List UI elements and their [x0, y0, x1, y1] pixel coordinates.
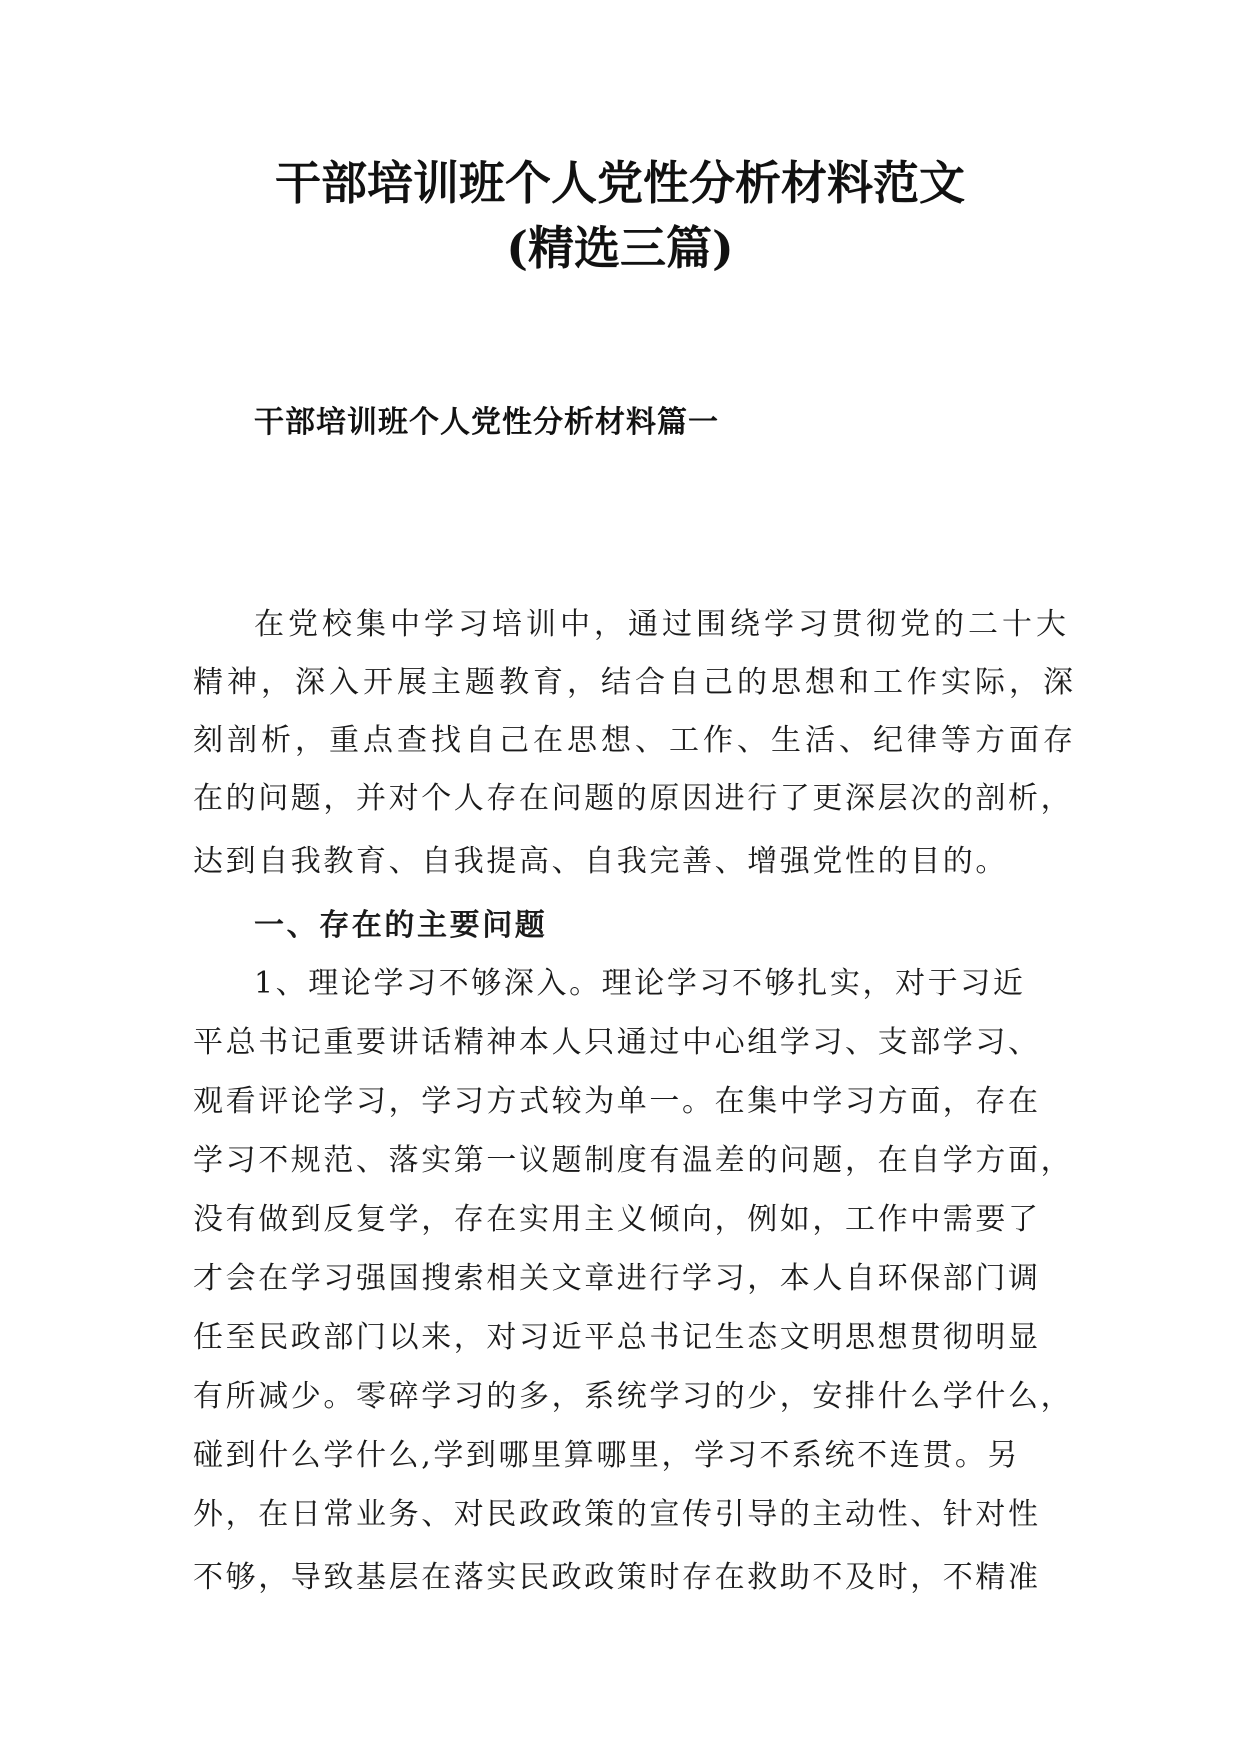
paragraph-line: 平总书记重要讲话精神本人只通过中心组学习、支部学习、: [193, 1025, 1041, 1060]
paragraph-line: 在党校集中学习培训中，通过围绕学习贯彻党的二十大: [254, 607, 1070, 642]
document-title: 干部培训班个人党性分析材料范文: [275, 156, 965, 210]
paragraph-line: 观看评论学习，学习方式较为单一。在集中学习方面，存在: [193, 1084, 1041, 1119]
paragraph-line: 精神，深入开展主题教育，结合自己的思想和工作实际，深: [193, 665, 1077, 700]
paragraph-line: 在的问题，并对个人存在问题的原因进行了更深层次的剖析，: [193, 781, 1074, 816]
paragraph-line: 没有做到反复学，存在实用主义倾向，例如，工作中需要了: [193, 1202, 1041, 1237]
paragraph-line: 外，在日常业务、对民政政策的宣传引导的主动性、针对性: [193, 1497, 1041, 1532]
paragraph-line: 才会在学习强国搜索相关文章进行学习，本人自环保部门调: [193, 1261, 1041, 1296]
paragraph-line: 刻剖析，重点查找自己在思想、工作、生活、纪律等方面存: [193, 723, 1077, 758]
paragraph-line: 不够，导致基层在落实民政政策时存在救助不及时，不精准: [193, 1560, 1041, 1595]
section-heading: 干部培训班个人党性分析材料篇一: [254, 405, 719, 440]
subheading: 一、存在的主要问题: [254, 908, 548, 943]
paragraph-line: 学习不规范、落实第一议题制度有温差的问题，在自学方面，: [193, 1143, 1074, 1178]
paragraph-line: 有所减少。零碎学习的多，系统学习的少，安排什么学什么，: [193, 1379, 1074, 1414]
paragraph-line: 碰到什么学什么,学到哪里算哪里，学习不系统不连贯。另: [193, 1438, 1021, 1473]
paragraph-line: 达到自我教育、自我提高、自我完善、增强党性的目的。: [193, 844, 1008, 879]
document-subtitle: (精选三篇): [506, 221, 734, 275]
paragraph-line: 1、理论学习不够深入。理论学习不够扎实，对于习近: [254, 966, 1026, 1001]
paragraph-line: 任至民政部门以来，对习近平总书记生态文明思想贯彻明显: [193, 1320, 1041, 1355]
